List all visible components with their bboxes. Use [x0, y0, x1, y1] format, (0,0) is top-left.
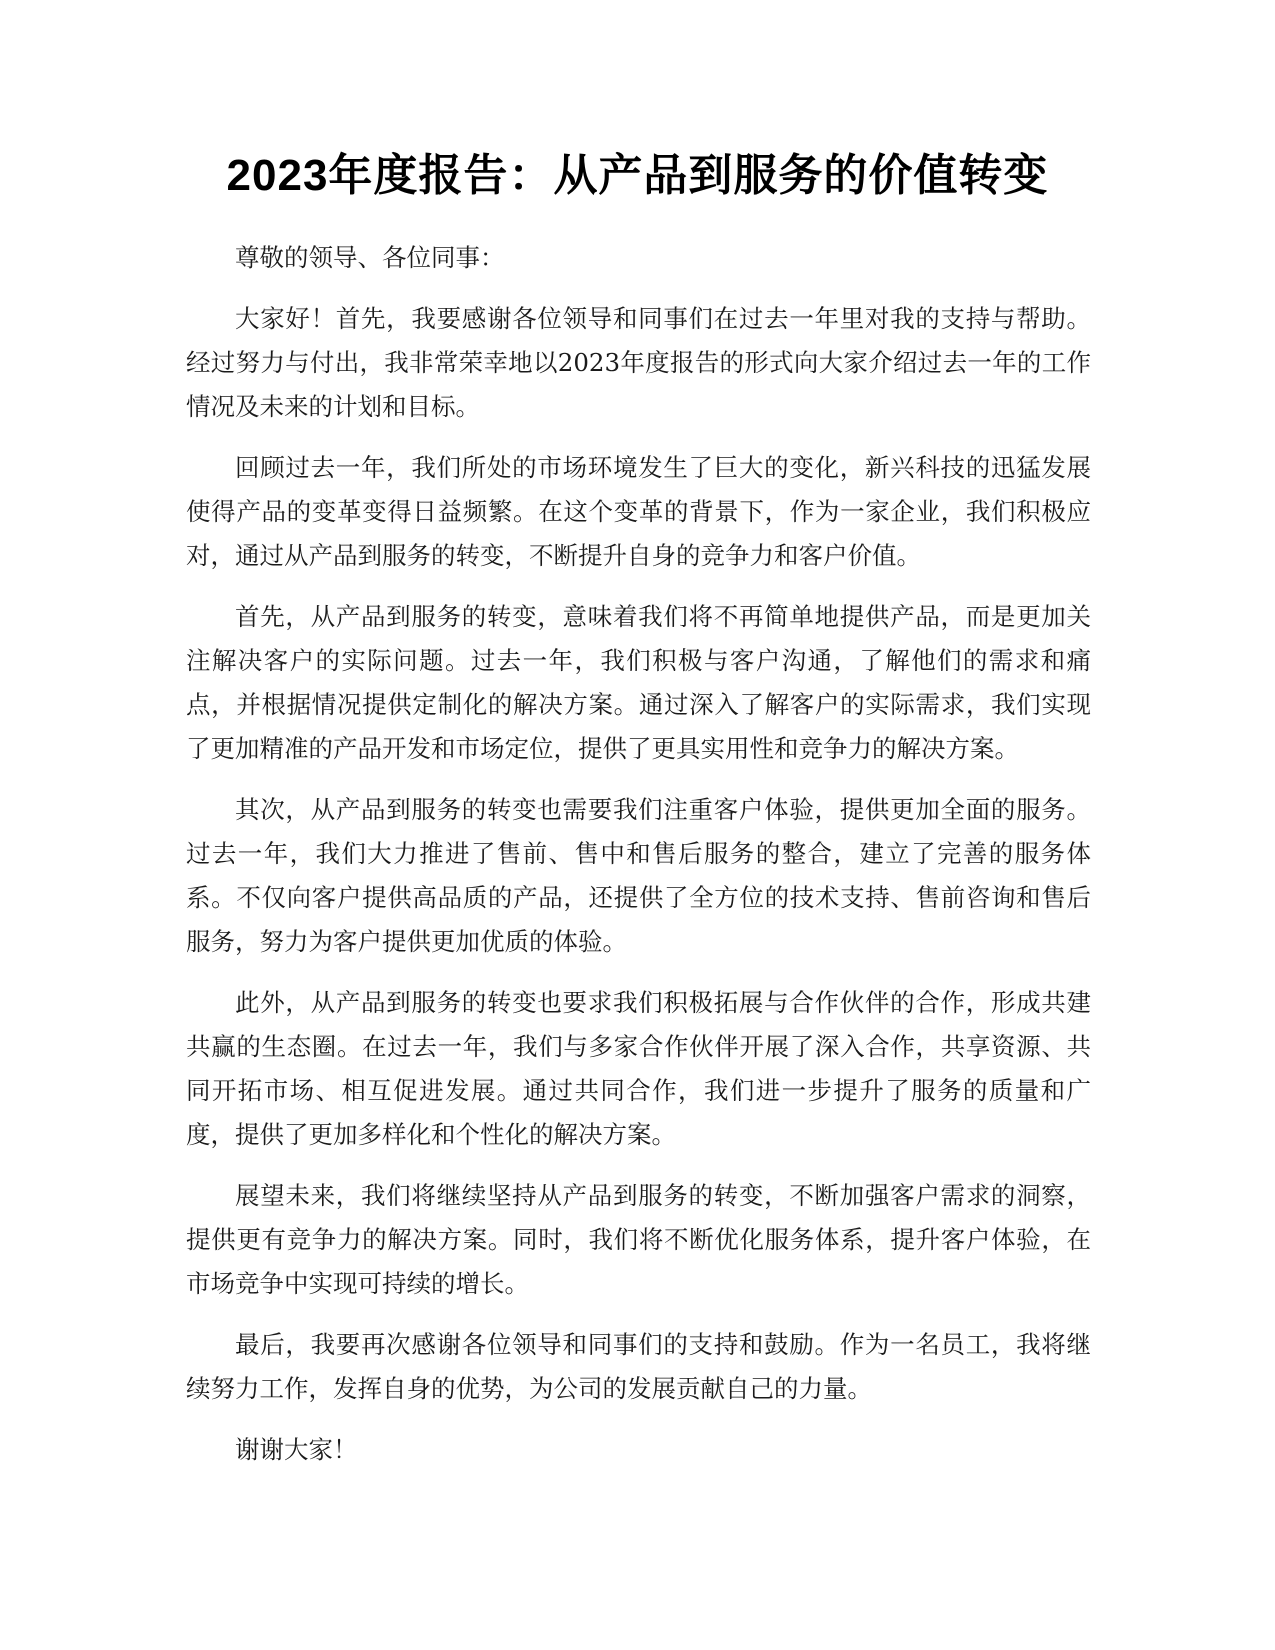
document-title: 2023年度报告：从产品到服务的价值转变: [226, 151, 1049, 200]
paragraph-review: 回顾过去一年，我们所处的市场环境发生了巨大的变化，新兴科技的迅猛发展使得产品的变革变得日益频繁。在这个变革的背景下，作为一家企业，我们积极应对，通过从产品到服务的转变，不断提升自身的竞争力和客户价值。: [186, 453, 1091, 570]
paragraph-thanks: 谢谢大家！: [235, 1435, 358, 1464]
paragraph-greeting: 大家好！首先，我要感谢各位领导和同事们在过去一年里对我的支持与帮助。经过努力与付出，我非常荣幸地以2023年度报告的形式向大家介绍过去一年的工作情况及未来的计划和目标。: [186, 304, 1091, 421]
paragraph-first-point: 首先，从产品到服务的转变，意味着我们将不再简单地提供产品，而是更加关注解决客户的实际问题。过去一年，我们积极与客户沟通，了解他们的需求和痛点，并根据情况提供定制化的解决方案。通过深入了解客户的实际需求，我们实现了更加精准的产品开发和市场定位，提供了更具实用性和竞争力的解决方案。: [186, 602, 1091, 763]
paragraph-third-point: 此外，从产品到服务的转变也要求我们积极拓展与合作伙伴的合作，形成共建共赢的生态圈。在过去一年，我们与多家合作伙伴开展了深入合作，共享资源、共同开拓市场、相互促进发展。通过共同合作，我们进一步提升了服务的质量和广度，提供了更加多样化和个性化的解决方案。: [186, 988, 1091, 1149]
document-body: [186, 236, 1091, 1489]
paragraph-outlook: 展望未来，我们将继续坚持从产品到服务的转变，不断加强客户需求的洞察，提供更有竞争力的解决方案。同时，我们将不断优化服务体系，提升客户体验，在市场竞争中实现可持续的增长。: [186, 1181, 1091, 1298]
paragraph-second-point: 其次，从产品到服务的转变也需要我们注重客户体验，提供更加全面的服务。过去一年，我们大力推进了售前、售中和售后服务的整合，建立了完善的服务体系。不仅向客户提供高品质的产品，还提供了全方位的技术支持、售前咨询和售后服务，努力为客户提供更加优质的体验。: [186, 795, 1091, 956]
salutation: 尊敬的领导、各位同事：: [235, 243, 505, 272]
paragraph-closing: 最后，我要再次感谢各位领导和同事们的支持和鼓励。作为一名员工，我将继续努力工作，发挥自身的优势，为公司的发展贡献自己的力量。: [186, 1330, 1091, 1403]
